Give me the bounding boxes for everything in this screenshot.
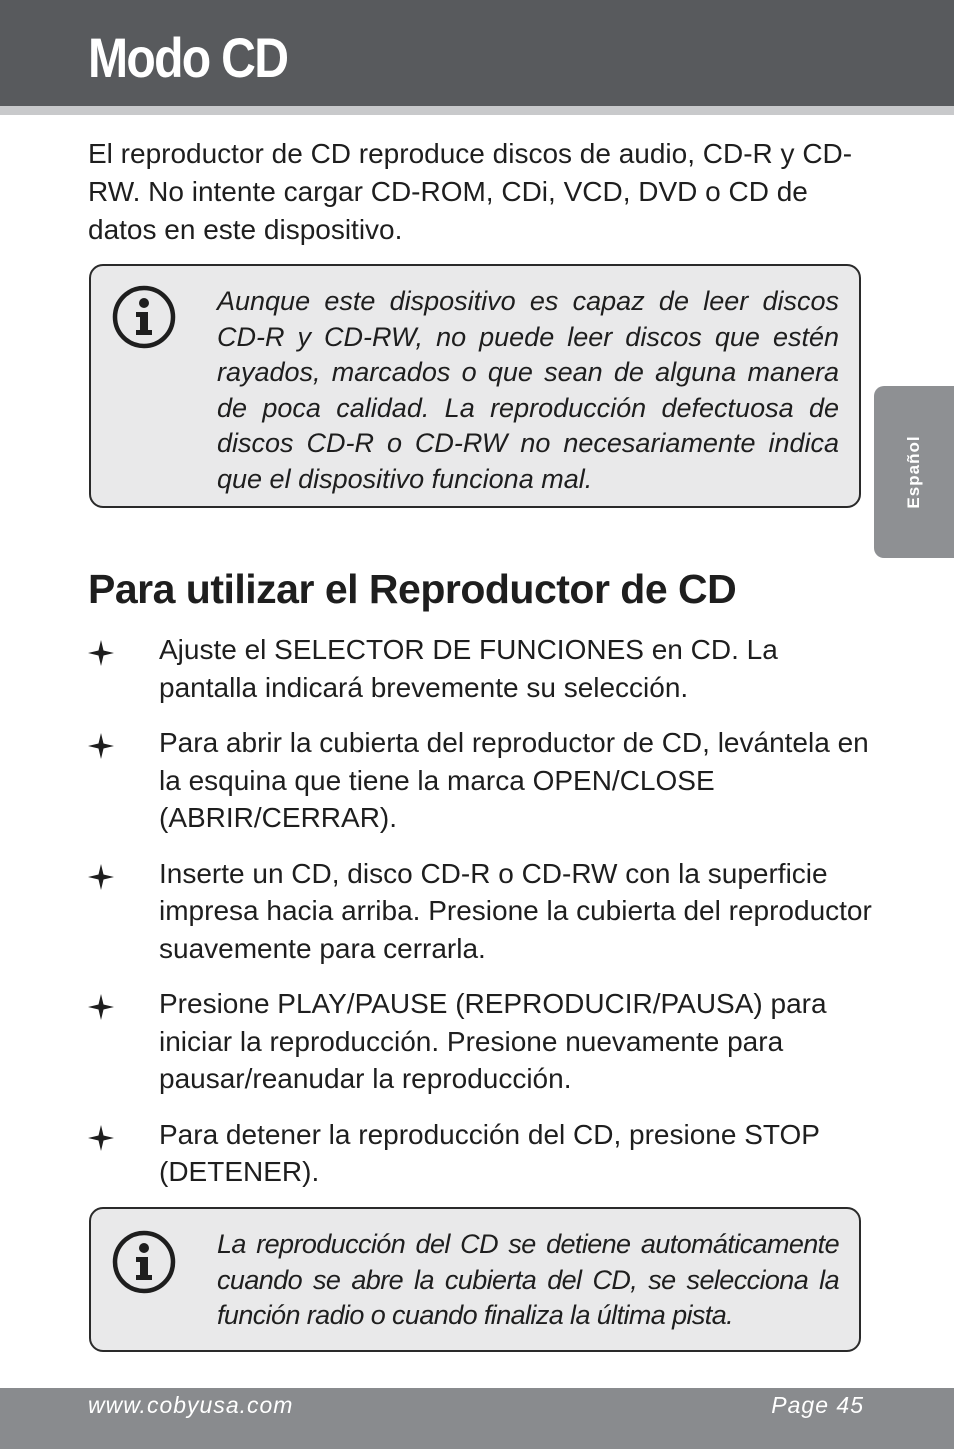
page-title: Modo CD — [88, 26, 288, 89]
four-point-star-icon — [88, 864, 114, 890]
list-item-text: Inserte un CD, disco CD-R o CD-RW con la superficie impresa hacia arriba. Presione la cubierta del reproductor suavemente para cerrarla. — [159, 857, 872, 964]
page-footer — [0, 1388, 954, 1449]
info-icon — [111, 1229, 177, 1295]
list-item — [88, 985, 878, 1098]
note-text: La reproducción del CD se detiene automáticamente cuando se abre la cubierta del CD, se selecciona la función radio o cuando finaliza la última pista. — [217, 1229, 839, 1330]
four-point-star-icon — [88, 733, 114, 759]
info-note-2 — [89, 1207, 861, 1352]
intro-paragraph: El reproductor de CD reproduce discos de audio, CD-R y CD-RW. No intente cargar CD-ROM, CDi, VCD, DVD o CD de datos en este dispositivo. — [88, 138, 853, 245]
page-header — [0, 0, 954, 106]
list-item — [88, 631, 878, 706]
list-item-text: Para abrir la cubierta del reproductor de CD, levántela en la esquina que tiene la marca OPEN/CLOSE (ABRIR/CERRAR). — [159, 727, 869, 833]
list-item-text: Para detener la reproducción del CD, presione STOP (DETENER). — [159, 1118, 820, 1187]
four-point-star-icon — [88, 640, 114, 666]
language-tab-label: Español — [904, 435, 923, 509]
footer-website: www.cobyusa.com — [88, 1392, 294, 1418]
info-icon — [111, 284, 177, 350]
info-note-1 — [89, 264, 861, 508]
header-rule — [0, 106, 954, 115]
list-item-text: Ajuste el SELECTOR DE FUNCIONES en CD. La pantalla indicará brevemente su selección. — [159, 634, 778, 703]
list-item-text: Presione PLAY/PAUSE (REPRODUCIR/PAUSA) para iniciar la reproducción. Presione nuevamente para pausar/reanudar la reproducción. — [159, 988, 827, 1094]
instruction-list — [88, 631, 878, 1209]
page-number: Page 45 — [771, 1392, 864, 1418]
list-item — [88, 724, 878, 837]
list-item — [88, 855, 878, 968]
note-text: Aunque este dispositivo es capaz de leer discos CD-R y CD-RW, no puede leer discos que estén rayados, marcados o que sean de alguna manera de poca calidad. La reproducción defectuosa de discos CD-R o CD-RW no necesariamente indica que el dispositivo funciona mal. — [217, 286, 839, 494]
four-point-star-icon — [88, 994, 114, 1020]
language-tab — [874, 386, 954, 558]
list-item — [88, 1116, 878, 1191]
four-point-star-icon — [88, 1125, 114, 1151]
section-heading: Para utilizar el Reproductor de CD — [88, 566, 737, 612]
